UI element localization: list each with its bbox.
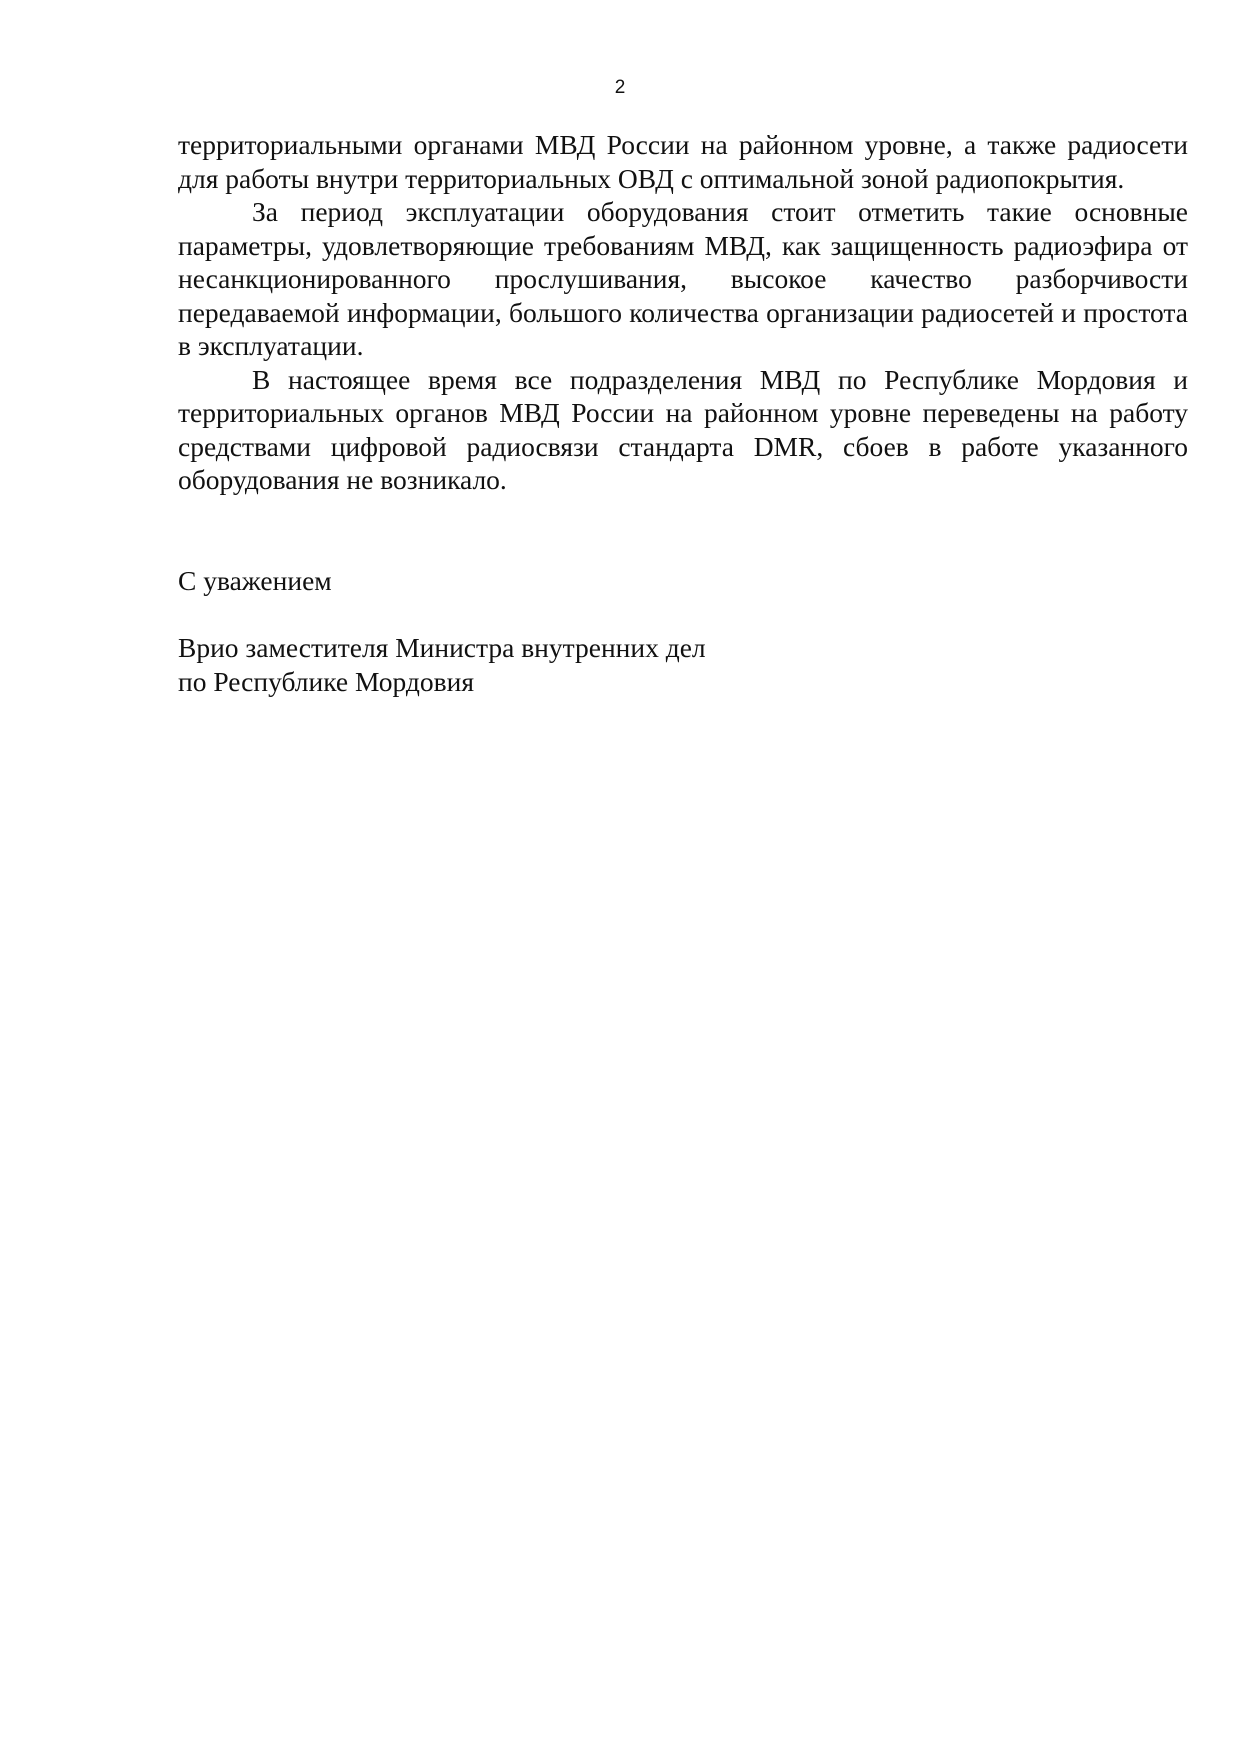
closing-salutation: С уважением xyxy=(178,565,332,596)
signature-title-line-2: по Республике Мордовия xyxy=(178,665,474,697)
signature-title-line-1: Врио заместителя Министра внутренних дел xyxy=(178,632,706,663)
paragraph-equipment-parameters: За период эксплуатации оборудования стоит отметить такие основные параметры, удовлетворяющие требованиям МВД, как защищенность радиоэфира от несанкционированного прослушивания, высокое качество разборчивости передаваемой информации, большого количества организации радиосетей и простота в эксплуатации. xyxy=(178,196,1188,361)
signature-block xyxy=(178,631,706,698)
letter-body xyxy=(178,128,1188,497)
paragraph-continuation: территориальными органами МВД России на районном уровне, а также радиосети для работы внутри территориальных ОВД с оптимальной зоной радиопокрытия. xyxy=(178,129,1188,194)
page-number: 2 xyxy=(614,77,626,98)
paragraph-dmr-transition: В настоящее время все подразделения МВД по Республике Мордовия и территориальных органов МВД России на районном уровне переведены на работу средствами цифровой радиосвязи стандарта DMR, сбоев в работе указанного оборудования не возникало. xyxy=(178,363,1188,495)
